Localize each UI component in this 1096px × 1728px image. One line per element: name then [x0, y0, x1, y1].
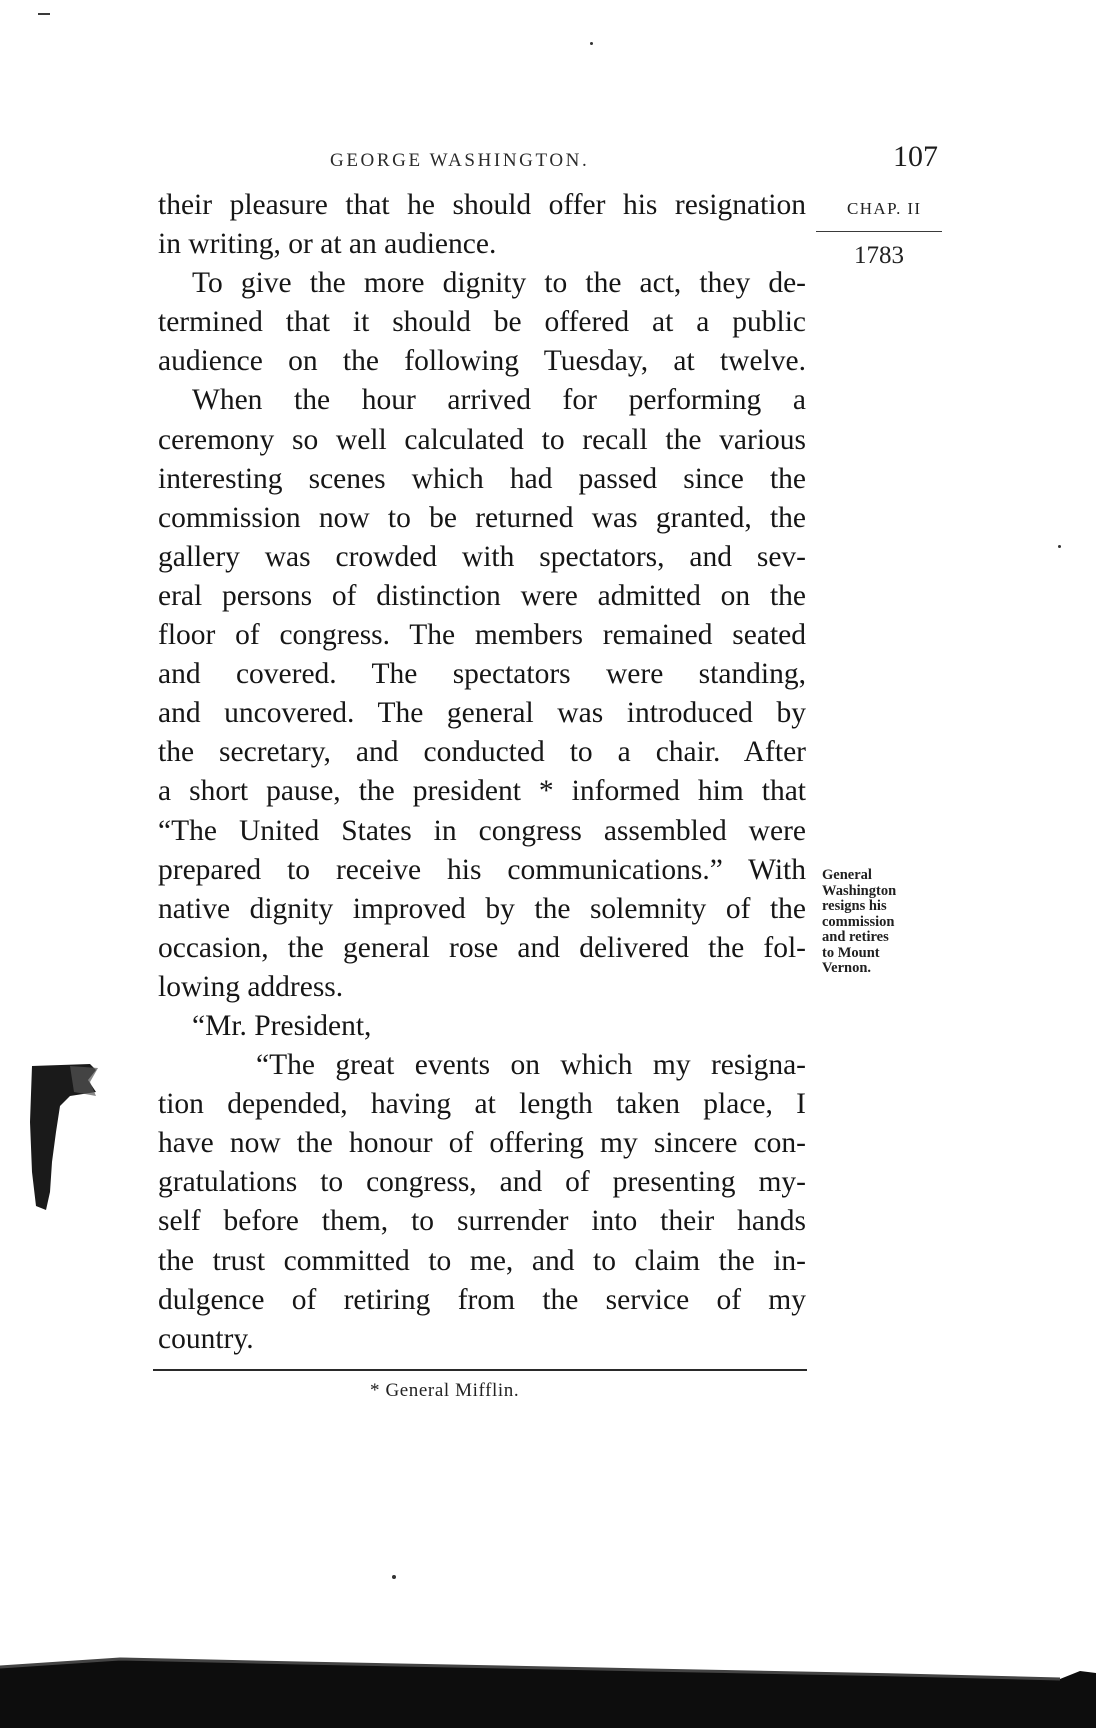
- text-line: To give the more dignity to the act, they de-: [192, 267, 806, 300]
- text-line: the trust committed to me, and to claim the in-: [158, 1244, 806, 1277]
- binding-shadow: [30, 1062, 98, 1212]
- text-line: “Mr. President,: [192, 1009, 372, 1042]
- text-line: their pleasure that he should offer his resignation: [158, 189, 806, 221]
- scan-speck: [1058, 545, 1061, 548]
- text-line: a short pause, the president * informed him that: [158, 775, 806, 808]
- text-line: country.: [158, 1322, 254, 1355]
- text-line: and uncovered. The general was introduced by: [158, 697, 806, 730]
- text-line: gallery was crowded with spectators, and sev-: [158, 540, 806, 573]
- text-line: floor of congress. The members remained seated: [158, 619, 806, 652]
- text-line: prepared to receive his communications.” With: [158, 853, 806, 886]
- running-head: [158, 140, 938, 180]
- text-line: tion depended, having at length taken place, I: [158, 1088, 806, 1121]
- text-line: have now the honour of offering my sincere con-: [158, 1127, 806, 1160]
- text-line: audience on the following Tuesday, at twelve.: [158, 345, 806, 378]
- text-line: native dignity improved by the solemnity of the: [158, 892, 806, 925]
- margin-note-line: Vernon.: [822, 960, 872, 976]
- text-line: self before them, to surrender into their hands: [158, 1205, 806, 1238]
- chapter-rule: [816, 231, 942, 232]
- text-line: termined that it should be offered at a public: [158, 306, 806, 339]
- margin-note: [822, 868, 942, 977]
- text-line: the secretary, and conducted to a chair. After: [158, 736, 806, 769]
- text-line: When the hour arrived for performing a: [192, 384, 806, 417]
- text-line: in writing, or at an audience.: [158, 228, 497, 261]
- text-line: occasion, the general rose and delivered the fol-: [158, 931, 806, 964]
- margin-note-line: commission: [822, 913, 895, 930]
- text-line: ceremony so well calculated to recall the various: [158, 423, 806, 456]
- year-label: 1783: [854, 242, 904, 269]
- margin-note-line: resigns his: [822, 898, 887, 914]
- text-line: “The great events on which my resigna-: [256, 1049, 806, 1082]
- margin-note-line: Washington: [822, 882, 897, 899]
- scan-edge-shadow: [0, 1653, 1096, 1728]
- scan-mark: [38, 13, 50, 15]
- margin-note-line: and retires: [822, 929, 889, 945]
- text-line: eral persons of distinction were admitted on the: [158, 579, 806, 612]
- running-title: GEORGE WASHINGTON.: [330, 150, 590, 171]
- text-line: commission now to be returned was granted, the: [158, 501, 806, 534]
- text-line: lowing address.: [158, 970, 344, 1003]
- footnote: * General Mifflin.: [370, 1380, 520, 1401]
- text-line: gratulations to congress, and of presenting my-: [158, 1166, 806, 1199]
- text-line: interesting scenes which had passed since the: [158, 462, 806, 495]
- scan-speck: [590, 42, 593, 45]
- text-line: “The United States in congress assembled were: [158, 814, 806, 847]
- margin-note-line: General: [822, 867, 872, 883]
- scan-speck: [392, 1575, 396, 1579]
- margin-note-line: to Mount: [822, 944, 880, 961]
- chapter-label: CHAP. II: [847, 199, 922, 218]
- text-line: dulgence of retiring from the service of my: [158, 1283, 806, 1316]
- text-line: and covered. The spectators were standing,: [158, 658, 806, 691]
- page-number: 107: [893, 140, 938, 173]
- body-text: [158, 186, 806, 1359]
- footnote-rule: [153, 1369, 807, 1371]
